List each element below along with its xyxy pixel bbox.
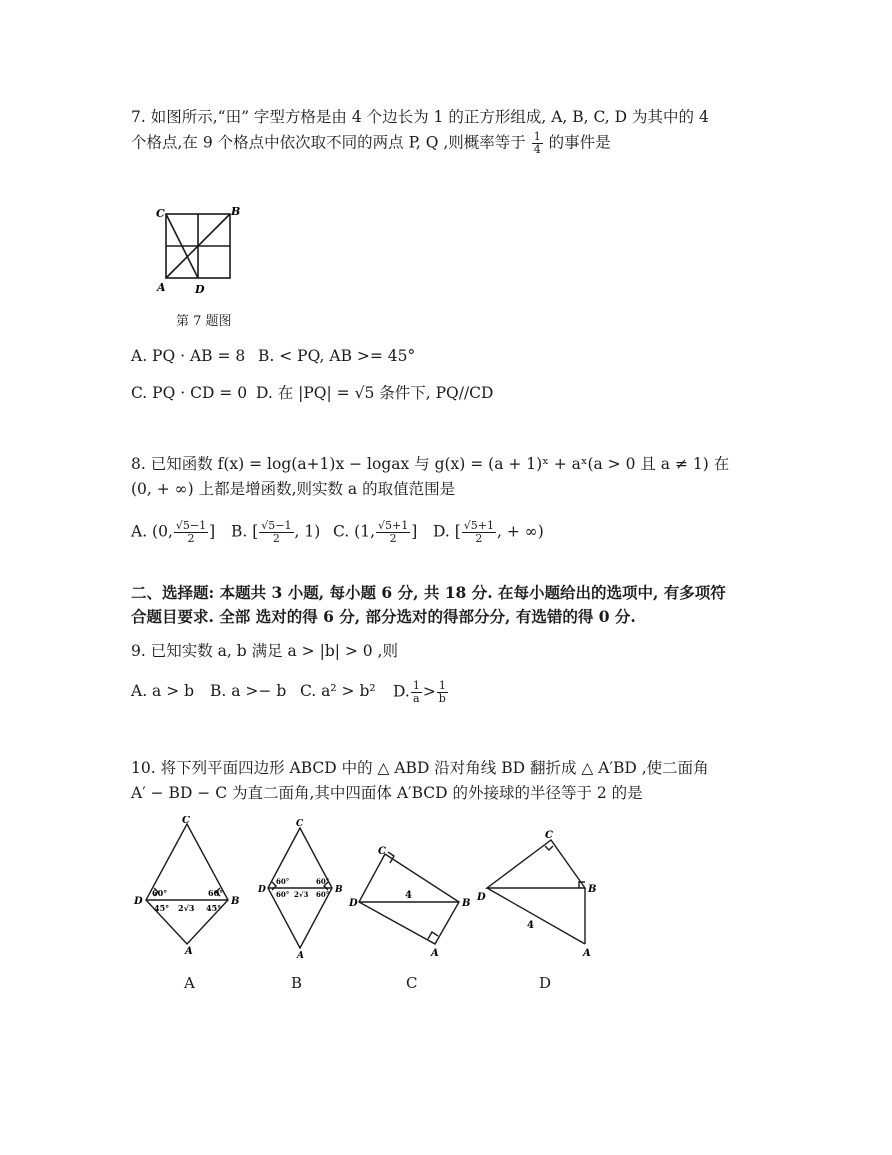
q9-stem: 9. 已知实数 a, b 满足 a > |b| > 0 ,则 [131,642,399,660]
q10-fig-a-angle-bottom-left: 45° [154,903,170,913]
q8-option-c: C. (1, $\frac{√5+1}{2}$ ] [333,519,418,545]
q10-fig-b-length: 2√3 [294,890,309,899]
q8-stem-line2: (0, + ∞) 上都是增函数,则实数 a 的取值范围是 [131,480,456,498]
q10-fig-d-length: 4 [527,920,534,931]
q7-label-C: C [156,207,165,220]
q10-fig-a-label-B: B [231,896,240,907]
q9-option-d-fraction-1: $\frac{1}{a}$ [412,679,420,705]
q7-label-A: A [157,281,166,294]
q10-figure-label-c: C [406,974,418,992]
q10-fig-a-angle-top-right: 60° [208,888,224,898]
section2-heading-line2: 合题目要求. 全部 选对的得 6 分, 部分选对的得部分分, 有选错的得 0 分. [131,607,636,626]
q9-option-a: A. a > b [131,682,195,700]
q10-fig-a-angle-top-left: 60° [152,888,168,898]
q10-fig-a-label-D: D [134,896,143,907]
q7-option-b: B. < PQ, AB >= 45° [258,347,416,365]
section2-heading-line1: 二、选择题: 本题共 3 小题, 每小题 6 分, 共 18 分. 在每小题给出的选项中, 有多项符 [131,583,726,602]
q8-option-a: A. (0, $\frac{√5-1}{2}$ ] [131,519,216,545]
q8-option-a-fraction: $\frac{√5-1}{2}$ [175,519,207,545]
q10-fig-c-label-D: D [349,898,358,909]
q9-option-b: B. a >− b [210,682,287,700]
q10-figure-a [130,816,245,956]
q9-option-d: D. $\frac{1}{a}$ > $\frac{1}{b}$ [393,679,446,705]
q7-label-B: B [231,205,240,218]
q10-fig-a-angle-bottom-right: 45° [206,903,222,913]
q10-fig-d-label-A: A [583,948,591,958]
q8-stem-line1: 8. 已知函数 f(x) = log(a+1)x − logax 与 g(x) = (a + 1)ˣ + aˣ(a > 0 且 a ≠ 1) 在 [131,455,730,473]
q10-fig-d-label-D: D [477,892,486,903]
q10-fig-d-label-C: C [545,830,553,841]
q10-figure-label-d: D [539,974,552,992]
q7-option-d: D. 在 |PQ| = √5 条件下, PQ//CD [256,384,494,402]
q10-fig-b-label-C: C [296,819,304,829]
q10-fig-b-angle-top-left: 60° [276,877,290,886]
q7-stem-line1: 7. 如图所示,“田” 字型方格是由 4 个边长为 1 的正方形组成, A, B, C, D 为其中的 4 [131,108,709,126]
q7-grid-figure [150,200,240,300]
q10-fig-c-label-C: C [378,846,386,857]
q8-option-b-fraction: $\frac{√5-1}{2}$ [261,519,292,545]
q8-option-b: B. [ $\frac{√5-1}{2}$ , 1) [231,519,321,545]
q10-fig-b-label-B: B [335,885,343,895]
q8-option-d: D. [ $\frac{√5+1}{2}$ , + ∞) [433,519,544,545]
q8-option-c-fraction: $\frac{√5+1}{2}$ [378,519,409,545]
q10-fig-c-length: 4 [405,890,412,901]
q7-probability-fraction: $\frac{1}{4}$ [533,130,541,156]
q7-figure-caption: 第 7 题图 [176,314,232,329]
q9-option-c: C. a² > b² [300,682,376,700]
q10-fig-d-label-B: B [588,884,597,895]
q8-option-d-fraction: $\frac{√5+1}{2}$ [463,519,495,545]
q10-stem-line2: A′ − BD − C 为直二面角,其中四面体 A′BCD 的外接球的半径等于 2 的是 [131,784,643,802]
q10-fig-b-angle-bottom-right: 60° [316,890,330,899]
q10-figure-c [345,826,475,958]
q10-fig-a-label-A: A [185,946,193,956]
q7-option-a: A. PQ · AB = 8 [131,347,246,365]
q7-label-D: D [195,283,205,296]
q10-fig-c-label-B: B [462,898,471,909]
q10-stem-line1: 10. 将下列平面四边形 ABCD 中的 △ ABD 沿对角线 BD 翻折成 △ A′BD ,使二面角 [131,759,709,777]
q10-fig-b-label-A: A [297,951,304,958]
q10-fig-a-label-C: C [182,816,190,826]
q10-figure-label-a: A [184,974,195,992]
q7-option-c: C. PQ · CD = 0 [131,384,248,402]
q7-stem-line2-a: 个格点,在 9 个格点中依次取不同的两点 P, Q ,则概率等于 [131,133,526,152]
q10-fig-c-label-A: A [431,948,439,958]
q10-fig-b-label-D: D [258,885,266,895]
q7-stem-line2-b: 的事件是 [548,133,611,152]
q10-figure-label-b: B [291,974,303,992]
q10-fig-b-angle-bottom-left: 60° [276,890,290,899]
q10-figure-d [475,826,605,958]
q10-figure-b [256,818,346,958]
q10-fig-b-angle-top-right: 60° [316,877,330,886]
q9-option-d-fraction-2: $\frac{1}{b}$ [438,679,446,705]
q10-fig-a-length: 2√3 [178,903,195,913]
q7-stem-line2 [131,131,611,156]
